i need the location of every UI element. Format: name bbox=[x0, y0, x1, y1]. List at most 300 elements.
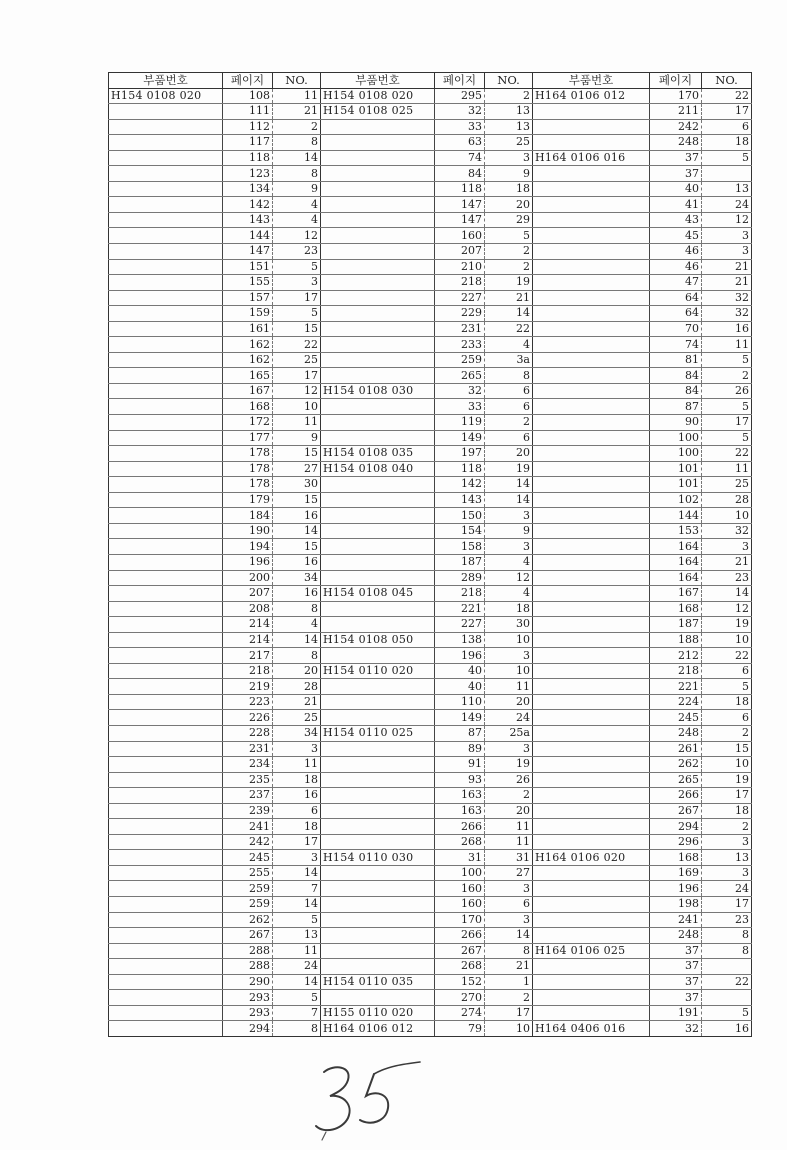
no-cell: 19 bbox=[485, 461, 533, 477]
part-number-cell bbox=[321, 212, 435, 228]
no-cell: 30 bbox=[273, 477, 321, 493]
page-cell: 214 bbox=[223, 617, 273, 633]
page-cell: 234 bbox=[223, 757, 273, 773]
page-cell: 87 bbox=[650, 399, 702, 415]
page-cell: 265 bbox=[435, 368, 485, 384]
part-number-cell bbox=[533, 539, 650, 555]
no-cell: 6 bbox=[485, 896, 533, 912]
page-cell: 262 bbox=[650, 757, 702, 773]
part-number-cell bbox=[533, 896, 650, 912]
part-number-cell bbox=[321, 306, 435, 322]
part-number-cell bbox=[109, 166, 223, 182]
no-cell: 22 bbox=[702, 88, 752, 104]
no-cell: 25a bbox=[485, 725, 533, 741]
page-cell: 32 bbox=[435, 104, 485, 120]
part-number-cell bbox=[109, 648, 223, 664]
page-cell: 170 bbox=[650, 88, 702, 104]
no-cell: 9 bbox=[273, 181, 321, 197]
part-number-cell bbox=[533, 415, 650, 431]
no-cell: 5 bbox=[273, 306, 321, 322]
no-cell: 6 bbox=[702, 119, 752, 135]
part-number-cell bbox=[321, 694, 435, 710]
page-cell: 167 bbox=[223, 383, 273, 399]
part-number-cell bbox=[533, 741, 650, 757]
table-row bbox=[109, 259, 752, 275]
table-row bbox=[109, 150, 752, 166]
no-cell: 25 bbox=[702, 477, 752, 493]
no-cell: 6 bbox=[702, 663, 752, 679]
no-cell: 21 bbox=[702, 259, 752, 275]
page-cell: 178 bbox=[223, 461, 273, 477]
no-cell: 12 bbox=[702, 601, 752, 617]
table-row bbox=[109, 104, 752, 120]
part-number-cell bbox=[321, 679, 435, 695]
page-cell: 207 bbox=[435, 244, 485, 260]
no-cell: 6 bbox=[485, 399, 533, 415]
page-cell: 265 bbox=[650, 772, 702, 788]
no-cell: 3 bbox=[702, 244, 752, 260]
page-cell: 248 bbox=[650, 135, 702, 151]
page-cell: 118 bbox=[223, 150, 273, 166]
table-row bbox=[109, 710, 752, 726]
no-cell: 3 bbox=[485, 912, 533, 928]
page-cell: 142 bbox=[223, 197, 273, 213]
no-cell: 10 bbox=[702, 757, 752, 773]
page-cell: 296 bbox=[650, 834, 702, 850]
page-cell: 147 bbox=[435, 197, 485, 213]
no-cell: 17 bbox=[273, 834, 321, 850]
page-cell: 37 bbox=[650, 974, 702, 990]
part-number-cell bbox=[533, 648, 650, 664]
no-cell: 14 bbox=[485, 306, 533, 322]
no-cell: 3 bbox=[702, 865, 752, 881]
page-cell: 45 bbox=[650, 228, 702, 244]
table-row bbox=[109, 803, 752, 819]
page-cell: 196 bbox=[435, 648, 485, 664]
no-cell: 14 bbox=[485, 477, 533, 493]
no-cell: 2 bbox=[702, 819, 752, 835]
no-cell: 32 bbox=[702, 523, 752, 539]
no-cell: 26 bbox=[485, 772, 533, 788]
no-cell: 8 bbox=[702, 943, 752, 959]
page-cell: 227 bbox=[435, 617, 485, 633]
handwritten-page-number bbox=[312, 1060, 422, 1145]
part-number-cell bbox=[321, 741, 435, 757]
no-cell: 13 bbox=[485, 119, 533, 135]
part-number-cell bbox=[109, 415, 223, 431]
no-cell: 9 bbox=[485, 523, 533, 539]
page-cell: 84 bbox=[650, 383, 702, 399]
no-cell: 24 bbox=[702, 197, 752, 213]
part-number-cell bbox=[533, 663, 650, 679]
part-number-cell bbox=[321, 275, 435, 291]
no-cell: 22 bbox=[273, 337, 321, 353]
page-cell: 158 bbox=[435, 539, 485, 555]
column-header-no: NO. bbox=[273, 73, 321, 89]
page-cell: 196 bbox=[223, 554, 273, 570]
page-cell: 164 bbox=[650, 554, 702, 570]
no-cell: 27 bbox=[273, 461, 321, 477]
page-cell: 144 bbox=[650, 508, 702, 524]
table-row bbox=[109, 88, 752, 104]
page-cell: 259 bbox=[435, 352, 485, 368]
no-cell: 5 bbox=[702, 1005, 752, 1021]
page-cell: 40 bbox=[435, 663, 485, 679]
no-cell: 11 bbox=[273, 415, 321, 431]
no-cell: 3 bbox=[273, 850, 321, 866]
no-cell: 21 bbox=[273, 694, 321, 710]
part-number-cell bbox=[109, 212, 223, 228]
part-number-cell bbox=[109, 850, 223, 866]
part-number-cell bbox=[533, 772, 650, 788]
column-header-page: 페이지 bbox=[223, 73, 273, 89]
no-cell: 2 bbox=[273, 119, 321, 135]
part-number-cell bbox=[109, 399, 223, 415]
no-cell: 16 bbox=[273, 586, 321, 602]
part-number-cell bbox=[109, 990, 223, 1006]
no-cell: 18 bbox=[702, 135, 752, 151]
part-number-cell: H154 0110 025 bbox=[321, 725, 435, 741]
page-cell: 217 bbox=[223, 648, 273, 664]
part-number-cell: H154 0108 030 bbox=[321, 383, 435, 399]
no-cell: 32 bbox=[702, 306, 752, 322]
table-row bbox=[109, 757, 752, 773]
page-cell: 160 bbox=[435, 896, 485, 912]
page-cell: 70 bbox=[650, 321, 702, 337]
part-number-cell bbox=[321, 710, 435, 726]
no-cell: 3a bbox=[485, 352, 533, 368]
page-cell: 46 bbox=[650, 259, 702, 275]
part-number-cell bbox=[321, 399, 435, 415]
part-number-cell bbox=[533, 912, 650, 928]
page-cell: 162 bbox=[223, 352, 273, 368]
part-number-cell bbox=[109, 150, 223, 166]
no-cell: 23 bbox=[273, 244, 321, 260]
part-number-cell bbox=[321, 570, 435, 586]
part-number-cell bbox=[533, 352, 650, 368]
part-number-cell bbox=[109, 586, 223, 602]
part-number-cell: H154 0108 045 bbox=[321, 586, 435, 602]
part-number-cell bbox=[109, 974, 223, 990]
page-cell: 37 bbox=[650, 150, 702, 166]
page-cell: 149 bbox=[435, 430, 485, 446]
no-cell: 23 bbox=[702, 570, 752, 586]
no-cell bbox=[702, 990, 752, 1006]
page-cell: 218 bbox=[223, 663, 273, 679]
no-cell: 30 bbox=[485, 617, 533, 633]
part-number-cell bbox=[109, 663, 223, 679]
table-row bbox=[109, 508, 752, 524]
part-number-cell bbox=[321, 912, 435, 928]
part-number-cell bbox=[109, 772, 223, 788]
no-cell: 5 bbox=[485, 228, 533, 244]
no-cell: 19 bbox=[702, 772, 752, 788]
no-cell: 21 bbox=[702, 275, 752, 291]
no-cell: 10 bbox=[485, 1021, 533, 1037]
page-cell: 100 bbox=[435, 865, 485, 881]
part-number-cell bbox=[321, 166, 435, 182]
no-cell: 2 bbox=[485, 88, 533, 104]
table-header-row bbox=[109, 73, 752, 89]
table-row bbox=[109, 1021, 752, 1037]
part-number-cell bbox=[533, 679, 650, 695]
page-cell: 218 bbox=[435, 275, 485, 291]
part-number-cell bbox=[533, 632, 650, 648]
part-number-cell bbox=[109, 865, 223, 881]
table-row bbox=[109, 539, 752, 555]
no-cell: 21 bbox=[273, 104, 321, 120]
page-cell: 87 bbox=[435, 725, 485, 741]
part-number-cell bbox=[533, 725, 650, 741]
no-cell: 5 bbox=[273, 990, 321, 1006]
page-cell: 248 bbox=[650, 725, 702, 741]
page-cell: 37 bbox=[650, 990, 702, 1006]
no-cell: 14 bbox=[273, 974, 321, 990]
no-cell: 2 bbox=[485, 990, 533, 1006]
part-number-cell bbox=[109, 788, 223, 804]
table-row bbox=[109, 570, 752, 586]
part-number-cell bbox=[109, 943, 223, 959]
table-row bbox=[109, 181, 752, 197]
table-row bbox=[109, 601, 752, 617]
part-number-cell bbox=[321, 959, 435, 975]
page-cell: 200 bbox=[223, 570, 273, 586]
no-cell: 8 bbox=[485, 943, 533, 959]
no-cell: 3 bbox=[702, 834, 752, 850]
page-cell: 290 bbox=[223, 974, 273, 990]
part-number-cell bbox=[321, 352, 435, 368]
page-cell: 40 bbox=[435, 679, 485, 695]
column-header-page: 페이지 bbox=[650, 73, 702, 89]
no-cell: 9 bbox=[273, 430, 321, 446]
no-cell: 15 bbox=[702, 741, 752, 757]
part-number-cell bbox=[321, 896, 435, 912]
table-row bbox=[109, 212, 752, 228]
part-number-cell bbox=[533, 990, 650, 1006]
part-number-cell bbox=[533, 570, 650, 586]
page-cell: 74 bbox=[435, 150, 485, 166]
part-number-cell bbox=[533, 974, 650, 990]
part-number-cell bbox=[109, 321, 223, 337]
table-row bbox=[109, 461, 752, 477]
no-cell: 16 bbox=[273, 554, 321, 570]
page-cell: 164 bbox=[650, 570, 702, 586]
part-number-cell bbox=[109, 337, 223, 353]
part-number-cell: H155 0110 020 bbox=[321, 1005, 435, 1021]
page-cell: 167 bbox=[650, 586, 702, 602]
page-cell: 32 bbox=[435, 383, 485, 399]
no-cell: 22 bbox=[702, 648, 752, 664]
part-number-cell bbox=[109, 679, 223, 695]
page-cell: 93 bbox=[435, 772, 485, 788]
no-cell: 19 bbox=[485, 757, 533, 773]
table-row bbox=[109, 197, 752, 213]
page-cell: 235 bbox=[223, 772, 273, 788]
no-cell: 25 bbox=[273, 352, 321, 368]
page-cell: 289 bbox=[435, 570, 485, 586]
part-number-cell bbox=[109, 228, 223, 244]
page-cell: 108 bbox=[223, 88, 273, 104]
part-number-cell bbox=[109, 710, 223, 726]
no-cell: 22 bbox=[702, 446, 752, 462]
part-number-cell bbox=[321, 337, 435, 353]
no-cell: 5 bbox=[702, 430, 752, 446]
no-cell: 15 bbox=[273, 321, 321, 337]
page-cell: 90 bbox=[650, 415, 702, 431]
no-cell: 21 bbox=[485, 959, 533, 975]
table-row bbox=[109, 337, 752, 353]
part-number-cell: H154 0108 020 bbox=[109, 88, 223, 104]
part-number-cell bbox=[321, 415, 435, 431]
page-cell: 172 bbox=[223, 415, 273, 431]
no-cell: 7 bbox=[273, 1005, 321, 1021]
part-number-cell: H154 0110 030 bbox=[321, 850, 435, 866]
no-cell: 5 bbox=[702, 679, 752, 695]
page-cell: 219 bbox=[223, 679, 273, 695]
no-cell: 10 bbox=[273, 399, 321, 415]
table-row bbox=[109, 819, 752, 835]
no-cell: 20 bbox=[273, 663, 321, 679]
no-cell: 4 bbox=[485, 586, 533, 602]
table-row bbox=[109, 244, 752, 260]
no-cell: 14 bbox=[273, 632, 321, 648]
page-cell: 198 bbox=[650, 896, 702, 912]
part-number-cell: H154 0108 040 bbox=[321, 461, 435, 477]
page-cell: 100 bbox=[650, 446, 702, 462]
part-number-cell bbox=[533, 865, 650, 881]
no-cell: 13 bbox=[273, 928, 321, 944]
table-row bbox=[109, 943, 752, 959]
no-cell: 8 bbox=[273, 135, 321, 151]
page-cell: 143 bbox=[223, 212, 273, 228]
part-number-cell bbox=[533, 321, 650, 337]
no-cell: 15 bbox=[273, 492, 321, 508]
part-number-cell bbox=[321, 617, 435, 633]
no-cell: 4 bbox=[273, 197, 321, 213]
no-cell: 16 bbox=[273, 508, 321, 524]
page-cell: 218 bbox=[650, 663, 702, 679]
no-cell: 7 bbox=[273, 881, 321, 897]
page-cell: 111 bbox=[223, 104, 273, 120]
no-cell: 12 bbox=[702, 212, 752, 228]
no-cell: 17 bbox=[273, 290, 321, 306]
no-cell: 2 bbox=[702, 368, 752, 384]
page-cell: 91 bbox=[435, 757, 485, 773]
part-number-cell bbox=[109, 306, 223, 322]
table-row bbox=[109, 275, 752, 291]
part-number-cell bbox=[533, 244, 650, 260]
no-cell: 13 bbox=[485, 104, 533, 120]
no-cell: 24 bbox=[273, 959, 321, 975]
page-cell: 84 bbox=[435, 166, 485, 182]
no-cell: 11 bbox=[485, 834, 533, 850]
part-number-cell bbox=[533, 508, 650, 524]
no-cell bbox=[702, 959, 752, 975]
page-cell: 169 bbox=[650, 865, 702, 881]
part-number-cell bbox=[109, 430, 223, 446]
table-row bbox=[109, 228, 752, 244]
page-cell: 64 bbox=[650, 290, 702, 306]
part-number-cell bbox=[533, 166, 650, 182]
no-cell: 3 bbox=[702, 539, 752, 555]
no-cell bbox=[702, 166, 752, 182]
no-cell: 17 bbox=[702, 415, 752, 431]
page-cell: 266 bbox=[435, 928, 485, 944]
part-number-cell bbox=[321, 819, 435, 835]
no-cell: 3 bbox=[273, 741, 321, 757]
no-cell: 4 bbox=[273, 212, 321, 228]
page-cell: 112 bbox=[223, 119, 273, 135]
part-number-cell bbox=[321, 290, 435, 306]
table-row bbox=[109, 399, 752, 415]
no-cell: 17 bbox=[702, 104, 752, 120]
part-number-cell bbox=[533, 104, 650, 120]
column-header-no: NO. bbox=[702, 73, 752, 89]
column-header-page: 페이지 bbox=[435, 73, 485, 89]
table-row bbox=[109, 306, 752, 322]
part-number-cell bbox=[109, 539, 223, 555]
part-number-cell bbox=[321, 259, 435, 275]
page-cell: 47 bbox=[650, 275, 702, 291]
no-cell: 18 bbox=[702, 694, 752, 710]
table-row bbox=[109, 881, 752, 897]
table-row bbox=[109, 290, 752, 306]
page-cell: 155 bbox=[223, 275, 273, 291]
no-cell: 16 bbox=[702, 1021, 752, 1037]
part-number-cell bbox=[533, 834, 650, 850]
part-number-cell bbox=[109, 523, 223, 539]
part-number-cell bbox=[533, 197, 650, 213]
part-number-cell bbox=[321, 943, 435, 959]
table-row bbox=[109, 477, 752, 493]
no-cell: 3 bbox=[485, 881, 533, 897]
part-number-cell bbox=[321, 150, 435, 166]
page-cell: 294 bbox=[223, 1021, 273, 1037]
part-number-cell bbox=[533, 430, 650, 446]
no-cell: 2 bbox=[485, 244, 533, 260]
part-number-cell bbox=[109, 803, 223, 819]
page-cell: 268 bbox=[435, 834, 485, 850]
page-cell: 178 bbox=[223, 446, 273, 462]
part-number-cell bbox=[109, 259, 223, 275]
part-number-cell bbox=[109, 896, 223, 912]
part-number-cell bbox=[533, 803, 650, 819]
page-cell: 227 bbox=[435, 290, 485, 306]
part-number-cell bbox=[533, 290, 650, 306]
table-row bbox=[109, 648, 752, 664]
part-number-cell: H154 0108 035 bbox=[321, 446, 435, 462]
part-number-cell bbox=[321, 368, 435, 384]
page-cell: 164 bbox=[650, 539, 702, 555]
no-cell: 24 bbox=[702, 881, 752, 897]
no-cell: 25 bbox=[485, 135, 533, 151]
part-number-cell bbox=[321, 865, 435, 881]
part-number-cell bbox=[109, 757, 223, 773]
page-cell: 142 bbox=[435, 477, 485, 493]
no-cell: 32 bbox=[702, 290, 752, 306]
page-cell: 119 bbox=[435, 415, 485, 431]
table-row bbox=[109, 430, 752, 446]
no-cell: 8 bbox=[485, 368, 533, 384]
page-cell: 149 bbox=[435, 710, 485, 726]
page-cell: 223 bbox=[223, 694, 273, 710]
no-cell: 14 bbox=[273, 150, 321, 166]
page-cell: 163 bbox=[435, 803, 485, 819]
page-cell: 152 bbox=[435, 974, 485, 990]
no-cell: 1 bbox=[485, 974, 533, 990]
page-cell: 255 bbox=[223, 865, 273, 881]
page-cell: 270 bbox=[435, 990, 485, 1006]
